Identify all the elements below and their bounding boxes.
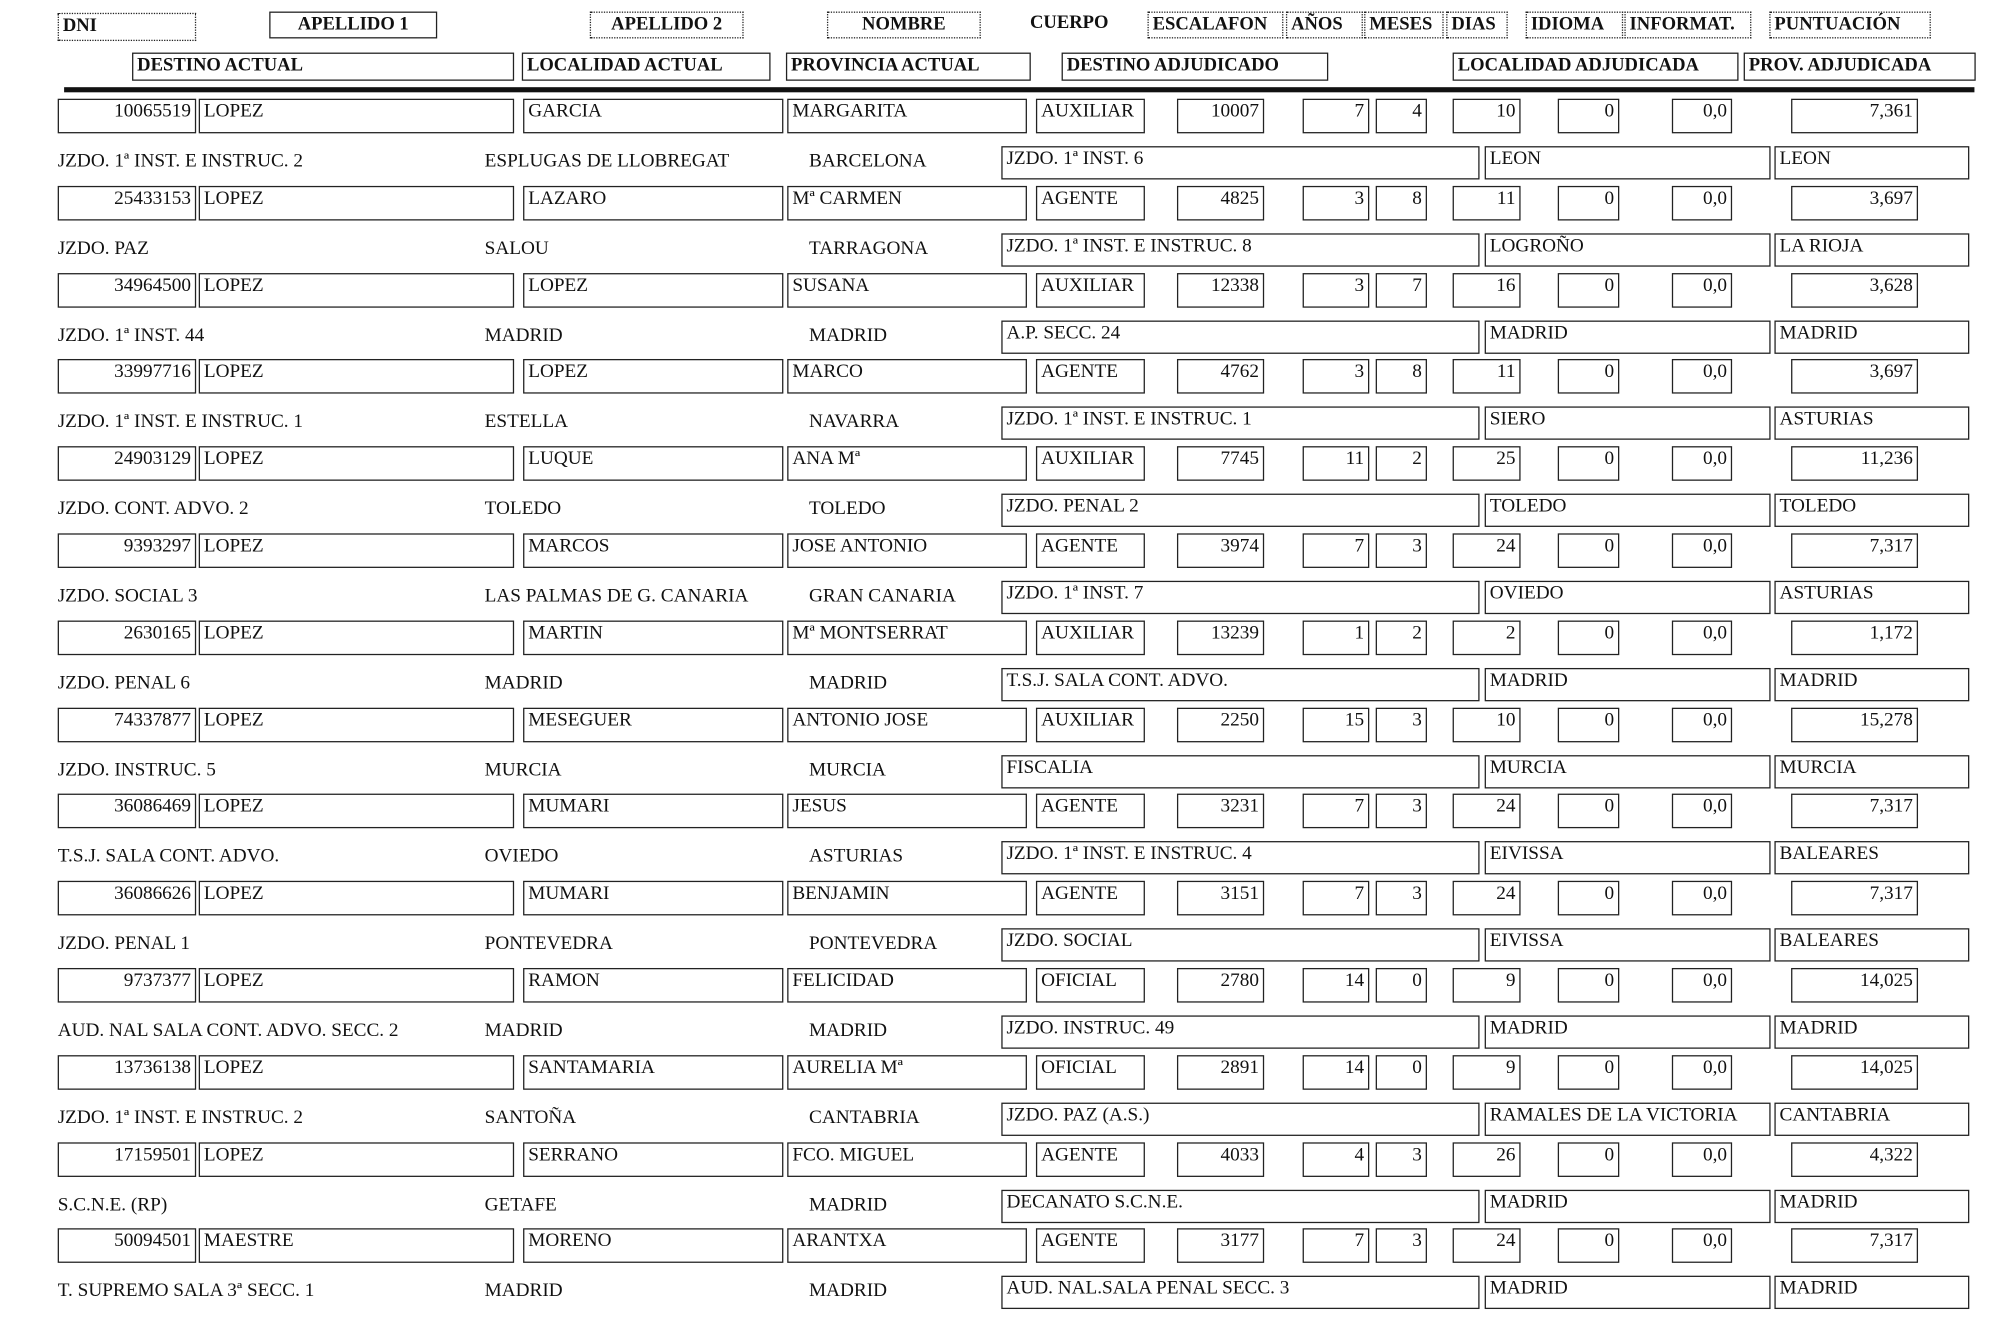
field-nombre: JESUS: [787, 794, 1027, 829]
header-apellido2: APELLIDO 2: [590, 12, 744, 39]
field-provincia-actual: MURCIA: [809, 759, 886, 781]
field-ap2: MUMARI: [523, 794, 783, 829]
header-localidad-actual: LOCALIDAD ACTUAL: [522, 53, 771, 81]
field-localidad-actual: TOLEDO: [484, 498, 562, 520]
field-dni: 50094501: [58, 1229, 196, 1264]
field-idioma: 0: [1558, 620, 1620, 655]
header-escalafon: ESCALAFON: [1147, 12, 1283, 39]
header-destino-actual: DESTINO ACTUAL: [132, 53, 514, 81]
field-ap1: LOPEZ: [199, 620, 514, 655]
field-localidad-adj: OVIEDO: [1485, 581, 1771, 614]
field-idioma: 0: [1558, 794, 1620, 829]
field-ap2: GARCIA: [523, 99, 783, 134]
field-ap2: RAMON: [523, 968, 783, 1003]
field-dni: 34964500: [58, 273, 196, 308]
field-prov-adj: ASTURIAS: [1774, 407, 1969, 440]
field-puntuacion: 3,697: [1791, 186, 1918, 221]
field-dni: 2630165: [58, 620, 196, 655]
field-nombre: ANA Mª: [787, 446, 1027, 481]
field-anos: 7: [1303, 533, 1370, 568]
field-meses: 7: [1376, 273, 1427, 308]
field-destino-adj: JZDO. SOCIAL: [1001, 928, 1479, 961]
field-destino-actual: JZDO. 1ª INST. E INSTRUC. 2: [57, 1107, 304, 1128]
field-ap1: LOPEZ: [199, 794, 514, 829]
header-cuerpo: CUERPO: [1030, 12, 1109, 34]
field-destino-actual: JZDO. INSTRUC. 5: [57, 759, 216, 781]
field-destino-adj: FISCALIA: [1001, 755, 1479, 788]
header-idioma: IDIOMA: [1526, 12, 1623, 39]
header-apellido1: APELLIDO 1: [269, 12, 437, 39]
field-dias: 11: [1453, 186, 1521, 221]
field-ap2: SERRANO: [523, 1142, 783, 1177]
field-escalafon: 3974: [1177, 533, 1264, 568]
field-puntuacion: 1,172: [1791, 620, 1918, 655]
field-dias: 2: [1453, 620, 1521, 655]
field-informat: 0,0: [1672, 881, 1732, 916]
field-dias: 25: [1453, 446, 1521, 481]
field-anos: 7: [1303, 794, 1370, 829]
field-localidad-actual: MADRID: [484, 1020, 563, 1042]
field-destino-actual: AUD. NAL SALA CONT. ADVO. SECC. 2: [57, 1020, 399, 1042]
field-destino-actual: S.C.N.E. (RP): [57, 1194, 168, 1215]
field-informat: 0,0: [1672, 620, 1732, 655]
field-prov-adj: MADRID: [1774, 1189, 1969, 1222]
field-nombre: MARCO: [787, 359, 1027, 394]
header-provincia-actual: PROVINCIA ACTUAL: [786, 53, 1031, 81]
field-ap2: MUMARI: [523, 881, 783, 916]
field-localidad-actual: MADRID: [484, 325, 563, 346]
field-dias: 24: [1453, 1229, 1521, 1264]
field-meses: 2: [1376, 446, 1427, 481]
field-informat: 0,0: [1672, 1229, 1732, 1264]
header-prov-adjudicada: PROV. ADJUDICADA: [1744, 53, 1976, 81]
field-idioma: 0: [1558, 1229, 1620, 1264]
field-anos: 14: [1303, 1055, 1370, 1090]
field-prov-adj: TOLEDO: [1774, 494, 1969, 527]
field-localidad-adj: MADRID: [1485, 1276, 1771, 1309]
field-dni: 74337877: [58, 707, 196, 742]
field-nombre: Mª CARMEN: [787, 186, 1027, 221]
field-localidad-adj: EIVISSA: [1485, 842, 1771, 875]
field-anos: 4: [1303, 1142, 1370, 1177]
field-localidad-actual: SALOU: [484, 238, 549, 259]
field-idioma: 0: [1558, 446, 1620, 481]
field-destino-actual: JZDO. 1ª INST. E INSTRUC. 1: [57, 412, 304, 433]
field-localidad-adj: SIERO: [1485, 407, 1771, 440]
field-dias: 24: [1453, 533, 1521, 568]
header-nombre: NOMBRE: [827, 12, 981, 39]
header-puntuacion: PUNTUACIÓN: [1769, 12, 1931, 39]
field-ap2: MARCOS: [523, 533, 783, 568]
field-dni: 17159501: [58, 1142, 196, 1177]
header-anos: AÑOS: [1286, 12, 1363, 39]
field-destino-adj: JZDO. 1ª INST. E INSTRUC. 4: [1001, 842, 1479, 875]
field-anos: 3: [1303, 186, 1370, 221]
field-anos: 3: [1303, 359, 1370, 394]
header-informat: INFORMAT.: [1624, 12, 1751, 39]
field-localidad-adj: LOGROÑO: [1485, 233, 1771, 266]
field-ap2: MARTIN: [523, 620, 783, 655]
field-idioma: 0: [1558, 707, 1620, 742]
field-meses: 2: [1376, 620, 1427, 655]
field-localidad-actual: ESPLUGAS DE LLOBREGAT: [484, 151, 730, 172]
field-localidad-actual: MADRID: [484, 1281, 563, 1302]
header-destino-adjudicado: DESTINO ADJUDICADO: [1062, 53, 1329, 81]
field-informat: 0,0: [1672, 707, 1732, 742]
field-nombre: ANTONIO JOSE: [787, 707, 1027, 742]
field-dias: 16: [1453, 273, 1521, 308]
field-dni: 9393297: [58, 533, 196, 568]
field-meses: 0: [1376, 968, 1427, 1003]
field-localidad-actual: PONTEVEDRA: [484, 933, 613, 955]
field-informat: 0,0: [1672, 446, 1732, 481]
field-nombre: ARANTXA: [787, 1229, 1027, 1264]
field-ap2: LOPEZ: [523, 359, 783, 394]
field-prov-adj: CANTABRIA: [1774, 1102, 1969, 1135]
field-nombre: FCO. MIGUEL: [787, 1142, 1027, 1177]
field-anos: 14: [1303, 968, 1370, 1003]
field-cuerpo: AUXILIAR: [1036, 273, 1145, 308]
field-destino-actual: T.S.J. SALA CONT. ADVO.: [57, 846, 280, 868]
field-dias: 24: [1453, 881, 1521, 916]
field-ap1: LOPEZ: [199, 707, 514, 742]
field-provincia-actual: NAVARRA: [809, 412, 900, 433]
field-ap1: LOPEZ: [199, 446, 514, 481]
field-informat: 0,0: [1672, 968, 1732, 1003]
field-cuerpo: AGENTE: [1036, 1142, 1145, 1177]
field-destino-actual: JZDO. PENAL 6: [57, 672, 191, 694]
field-destino-actual: JZDO. CONT. ADVO. 2: [57, 498, 249, 520]
field-cuerpo: OFICIAL: [1036, 968, 1145, 1003]
field-prov-adj: ASTURIAS: [1774, 581, 1969, 614]
field-destino-adj: JZDO. PAZ (A.S.): [1001, 1102, 1479, 1135]
field-localidad-adj: LEON: [1485, 146, 1771, 179]
field-dni: 9737377: [58, 968, 196, 1003]
field-ap1: LOPEZ: [199, 881, 514, 916]
field-destino-actual: JZDO. SOCIAL 3: [57, 585, 198, 607]
field-cuerpo: AGENTE: [1036, 794, 1145, 829]
field-idioma: 0: [1558, 533, 1620, 568]
field-escalafon: 3231: [1177, 794, 1264, 829]
field-dni: 36086469: [58, 794, 196, 829]
field-provincia-actual: CANTABRIA: [809, 1107, 920, 1128]
field-meses: 3: [1376, 707, 1427, 742]
field-escalafon: 13239: [1177, 620, 1264, 655]
field-dni: 13736138: [58, 1055, 196, 1090]
field-prov-adj: MURCIA: [1774, 755, 1969, 788]
field-cuerpo: AGENTE: [1036, 1229, 1145, 1264]
field-cuerpo: AGENTE: [1036, 881, 1145, 916]
field-dias: 10: [1453, 99, 1521, 134]
field-meses: 3: [1376, 533, 1427, 568]
field-idioma: 0: [1558, 1142, 1620, 1177]
field-anos: 11: [1303, 446, 1370, 481]
field-escalafon: 4033: [1177, 1142, 1264, 1177]
field-prov-adj: LEON: [1774, 146, 1969, 179]
field-cuerpo: AUXILIAR: [1036, 707, 1145, 742]
field-destino-adj: AUD. NAL.SALA PENAL SECC. 3: [1001, 1276, 1479, 1309]
header-divider: [64, 87, 1974, 92]
field-destino-actual: JZDO. 1ª INST. E INSTRUC. 2: [57, 151, 304, 172]
field-prov-adj: LA RIOJA: [1774, 233, 1969, 266]
field-destino-actual: JZDO. PENAL 1: [57, 933, 191, 955]
field-dias: 9: [1453, 1055, 1521, 1090]
field-dni: 36086626: [58, 881, 196, 916]
field-anos: 15: [1303, 707, 1370, 742]
field-informat: 0,0: [1672, 99, 1732, 134]
field-destino-adj: T.S.J. SALA CONT. ADVO.: [1001, 668, 1479, 701]
field-idioma: 0: [1558, 99, 1620, 134]
field-prov-adj: MADRID: [1774, 668, 1969, 701]
field-localidad-actual: GETAFE: [484, 1194, 557, 1215]
field-nombre: Mª MONTSERRAT: [787, 620, 1027, 655]
field-informat: 0,0: [1672, 794, 1732, 829]
field-destino-adj: JZDO. 1ª INST. E INSTRUC. 8: [1001, 233, 1479, 266]
field-destino-adj: JZDO. PENAL 2: [1001, 494, 1479, 527]
field-prov-adj: MADRID: [1774, 1276, 1969, 1309]
field-meses: 4: [1376, 99, 1427, 134]
field-cuerpo: AGENTE: [1036, 359, 1145, 394]
field-dias: 24: [1453, 794, 1521, 829]
header-meses: MESES: [1364, 12, 1443, 39]
field-escalafon: 12338: [1177, 273, 1264, 308]
field-escalafon: 2891: [1177, 1055, 1264, 1090]
field-meses: 0: [1376, 1055, 1427, 1090]
field-escalafon: 3177: [1177, 1229, 1264, 1264]
field-anos: 7: [1303, 881, 1370, 916]
field-localidad-adj: MADRID: [1485, 1189, 1771, 1222]
field-ap2: MESEGUER: [523, 707, 783, 742]
field-idioma: 0: [1558, 881, 1620, 916]
field-puntuacion: 7,317: [1791, 881, 1918, 916]
field-prov-adj: BALEARES: [1774, 928, 1969, 961]
field-provincia-actual: MADRID: [809, 672, 888, 694]
field-meses: 3: [1376, 1142, 1427, 1177]
field-localidad-adj: EIVISSA: [1485, 928, 1771, 961]
field-localidad-actual: LAS PALMAS DE G. CANARIA: [484, 585, 749, 607]
field-localidad-actual: SANTOÑA: [484, 1107, 577, 1128]
header-localidad-adjudicada: LOCALIDAD ADJUDICADA: [1453, 53, 1739, 81]
field-anos: 3: [1303, 273, 1370, 308]
field-localidad-adj: MADRID: [1485, 320, 1771, 353]
field-destino-actual: T. SUPREMO SALA 3ª SECC. 1: [57, 1281, 315, 1302]
field-escalafon: 3151: [1177, 881, 1264, 916]
field-dni: 33997716: [58, 359, 196, 394]
field-dias: 11: [1453, 359, 1521, 394]
field-dni: 10065519: [58, 99, 196, 134]
field-localidad-adj: RAMALES DE LA VICTORIA: [1485, 1102, 1771, 1135]
field-localidad-adj: MADRID: [1485, 668, 1771, 701]
field-ap2: LAZARO: [523, 186, 783, 221]
field-ap1: LOPEZ: [199, 1142, 514, 1177]
field-puntuacion: 7,317: [1791, 794, 1918, 829]
field-ap2: LUQUE: [523, 446, 783, 481]
field-destino-adj: JZDO. 1ª INST. 6: [1001, 146, 1479, 179]
field-puntuacion: 3,628: [1791, 273, 1918, 308]
field-ap1: LOPEZ: [199, 1055, 514, 1090]
field-anos: 1: [1303, 620, 1370, 655]
field-nombre: AURELIA Mª: [787, 1055, 1027, 1090]
field-anos: 7: [1303, 99, 1370, 134]
field-cuerpo: AUXILIAR: [1036, 99, 1145, 134]
field-localidad-actual: ESTELLA: [484, 412, 568, 433]
field-puntuacion: 15,278: [1791, 707, 1918, 742]
field-provincia-actual: MADRID: [809, 1194, 888, 1215]
field-informat: 0,0: [1672, 1142, 1732, 1177]
field-destino-adj: JZDO. 1ª INST. E INSTRUC. 1: [1001, 407, 1479, 440]
field-ap1: LOPEZ: [199, 273, 514, 308]
field-ap1: LOPEZ: [199, 186, 514, 221]
field-escalafon: 7745: [1177, 446, 1264, 481]
field-cuerpo: AGENTE: [1036, 186, 1145, 221]
field-provincia-actual: TARRAGONA: [809, 238, 929, 259]
field-puntuacion: 14,025: [1791, 968, 1918, 1003]
field-prov-adj: MADRID: [1774, 1015, 1969, 1048]
field-prov-adj: MADRID: [1774, 320, 1969, 353]
field-idioma: 0: [1558, 186, 1620, 221]
field-nombre: JOSE ANTONIO: [787, 533, 1027, 568]
field-ap2: LOPEZ: [523, 273, 783, 308]
field-provincia-actual: MADRID: [809, 325, 888, 346]
field-cuerpo: AUXILIAR: [1036, 620, 1145, 655]
field-dni: 24903129: [58, 446, 196, 481]
field-cuerpo: AUXILIAR: [1036, 446, 1145, 481]
field-destino-actual: JZDO. PAZ: [57, 238, 149, 259]
header-dias: DIAS: [1446, 12, 1508, 39]
field-nombre: BENJAMIN: [787, 881, 1027, 916]
field-nombre: FELICIDAD: [787, 968, 1027, 1003]
field-idioma: 0: [1558, 359, 1620, 394]
field-ap1: LOPEZ: [199, 359, 514, 394]
field-dni: 25433153: [58, 186, 196, 221]
field-ap1: LOPEZ: [199, 99, 514, 134]
field-puntuacion: 7,317: [1791, 1229, 1918, 1264]
field-informat: 0,0: [1672, 273, 1732, 308]
field-escalafon: 10007: [1177, 99, 1264, 134]
field-dias: 26: [1453, 1142, 1521, 1177]
field-meses: 3: [1376, 794, 1427, 829]
field-provincia-actual: PONTEVEDRA: [809, 933, 938, 955]
field-meses: 8: [1376, 186, 1427, 221]
field-meses: 3: [1376, 881, 1427, 916]
field-prov-adj: BALEARES: [1774, 842, 1969, 875]
field-destino-actual: JZDO. 1ª INST. 44: [57, 325, 205, 346]
field-provincia-actual: BARCELONA: [809, 151, 927, 172]
field-escalafon: 2250: [1177, 707, 1264, 742]
field-idioma: 0: [1558, 1055, 1620, 1090]
field-informat: 0,0: [1672, 1055, 1732, 1090]
field-dias: 9: [1453, 968, 1521, 1003]
field-destino-adj: JZDO. 1ª INST. 7: [1001, 581, 1479, 614]
field-provincia-actual: GRAN CANARIA: [809, 585, 956, 607]
field-provincia-actual: MADRID: [809, 1281, 888, 1302]
field-dias: 10: [1453, 707, 1521, 742]
field-destino-adj: DECANATO S.C.N.E.: [1001, 1189, 1479, 1222]
field-provincia-actual: MADRID: [809, 1020, 888, 1042]
field-idioma: 0: [1558, 968, 1620, 1003]
field-provincia-actual: ASTURIAS: [809, 846, 904, 868]
field-destino-adj: JZDO. INSTRUC. 49: [1001, 1015, 1479, 1048]
field-meses: 3: [1376, 1229, 1427, 1264]
field-escalafon: 4825: [1177, 186, 1264, 221]
field-nombre: MARGARITA: [787, 99, 1027, 134]
field-localidad-actual: MADRID: [484, 672, 563, 694]
field-ap2: MORENO: [523, 1229, 783, 1264]
field-localidad-adj: TOLEDO: [1485, 494, 1771, 527]
field-cuerpo: AGENTE: [1036, 533, 1145, 568]
header-dni: DNI: [58, 13, 196, 41]
field-localidad-actual: OVIEDO: [484, 846, 559, 868]
field-idioma: 0: [1558, 273, 1620, 308]
field-provincia-actual: TOLEDO: [809, 498, 886, 520]
field-informat: 0,0: [1672, 186, 1732, 221]
field-puntuacion: 4,322: [1791, 1142, 1918, 1177]
field-escalafon: 2780: [1177, 968, 1264, 1003]
field-ap1: LOPEZ: [199, 968, 514, 1003]
field-meses: 8: [1376, 359, 1427, 394]
field-localidad-actual: MURCIA: [484, 759, 562, 781]
field-puntuacion: 3,697: [1791, 359, 1918, 394]
field-ap2: SANTAMARIA: [523, 1055, 783, 1090]
field-escalafon: 4762: [1177, 359, 1264, 394]
field-puntuacion: 11,236: [1791, 446, 1918, 481]
field-ap1: LOPEZ: [199, 533, 514, 568]
field-localidad-adj: MADRID: [1485, 1015, 1771, 1048]
field-nombre: SUSANA: [787, 273, 1027, 308]
field-puntuacion: 7,361: [1791, 99, 1918, 134]
field-puntuacion: 14,025: [1791, 1055, 1918, 1090]
field-cuerpo: OFICIAL: [1036, 1055, 1145, 1090]
field-destino-adj: A.P. SECC. 24: [1001, 320, 1479, 353]
field-puntuacion: 7,317: [1791, 533, 1918, 568]
field-ap1: MAESTRE: [199, 1229, 514, 1264]
field-anos: 7: [1303, 1229, 1370, 1264]
field-informat: 0,0: [1672, 359, 1732, 394]
field-informat: 0,0: [1672, 533, 1732, 568]
field-localidad-adj: MURCIA: [1485, 755, 1771, 788]
